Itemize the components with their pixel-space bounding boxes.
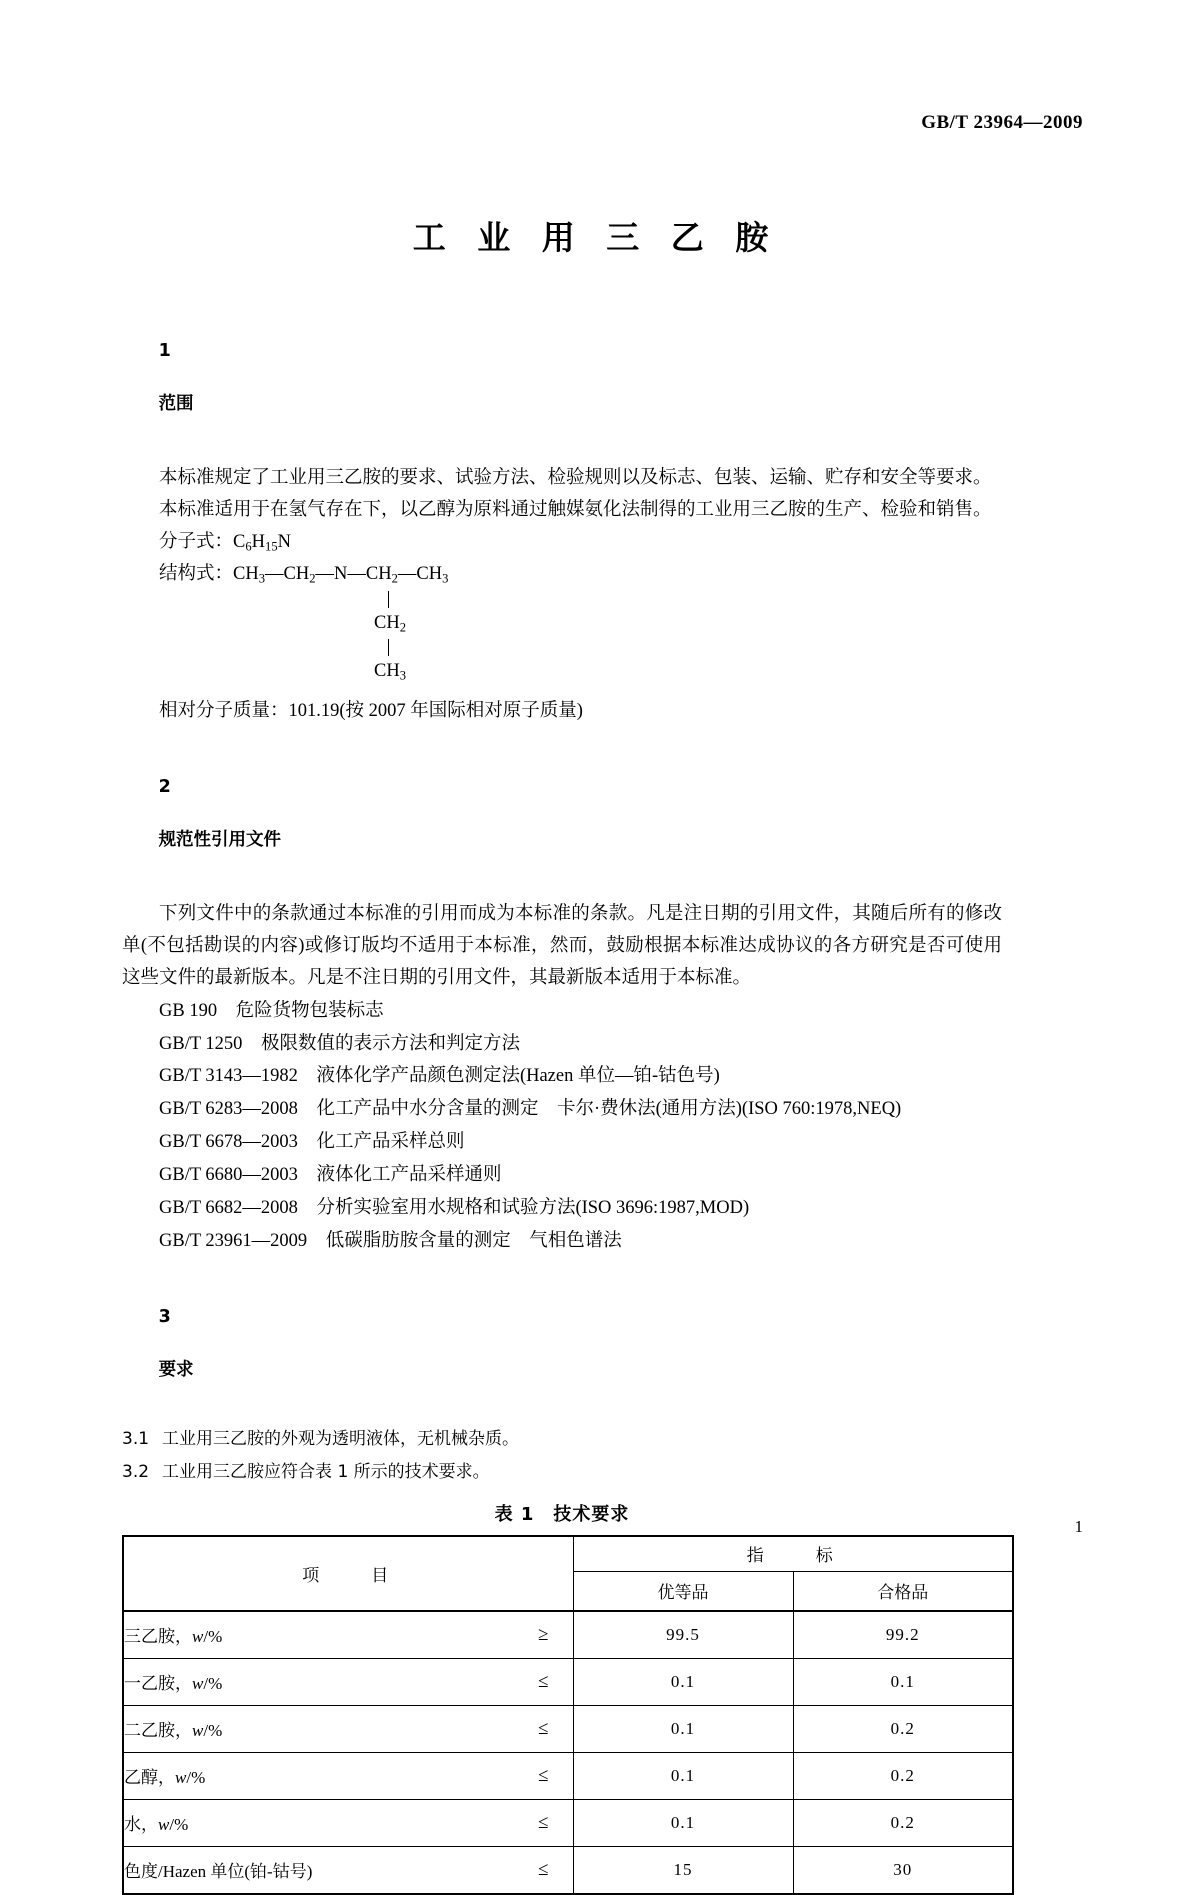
table-row bbox=[123, 1658, 1013, 1705]
table-cell-qualified: 99.2 bbox=[793, 1611, 1013, 1659]
table-cell-item bbox=[123, 1705, 573, 1752]
structural-formula-branch bbox=[159, 591, 1002, 689]
table-cell-qualified: 0.2 bbox=[793, 1705, 1013, 1752]
table-cell-item bbox=[123, 1752, 573, 1799]
item-name: 乙醇 bbox=[124, 1768, 158, 1788]
structural-formula-label: 结构式： bbox=[159, 563, 234, 584]
reference-title: 低碳脂肪胺含量的测定 气相色谱法 bbox=[325, 1231, 622, 1252]
table-cell-item bbox=[123, 1611, 573, 1659]
subclause-3-1 bbox=[122, 1423, 1002, 1455]
table-header-row bbox=[123, 1536, 1013, 1572]
structural-formula-row-3: $CH_3$ bbox=[374, 661, 406, 683]
clause-heading-1 bbox=[122, 312, 1002, 443]
item-unit: ，w/% bbox=[175, 1721, 223, 1741]
table-cell-qualified: 0.2 bbox=[793, 1799, 1013, 1846]
item-operator: ≥ bbox=[538, 1623, 549, 1645]
table-cell-premium: 0.1 bbox=[573, 1752, 793, 1799]
reference-item bbox=[122, 1159, 1002, 1192]
clause-heading-2 bbox=[122, 748, 1002, 879]
normative-references-paragraph: 下列文件中的条款通过本标准的引用而成为本标准的条款。凡是注日期的引用文件，其随后所有的修改单(不包括勘误的内容)或修订版均不适用于本标准，然而，鼓励根据本标准达成协议的各方研究是否可使用这些文件的最新版本。凡是不注日期的引用文件，其最新版本适用于本标准。 bbox=[122, 904, 1002, 988]
item-operator: ≤ bbox=[538, 1764, 549, 1786]
structural-formula-chain: $CH_3—CH_2—N—CH_2—CH_3$ bbox=[233, 563, 449, 586]
molecular-formula-label: 分子式： bbox=[159, 531, 234, 552]
item-unit: ，w/% bbox=[141, 1815, 189, 1835]
table-caption: 表 1 技术要求 bbox=[494, 1503, 630, 1525]
reference-code: GB/T 6682—2008 bbox=[159, 1198, 298, 1219]
table-cell-qualified: 0.1 bbox=[793, 1658, 1013, 1705]
reference-code: GB 190 bbox=[159, 1000, 218, 1021]
structural-formula bbox=[122, 559, 1002, 688]
table-cell-qualified: 30 bbox=[793, 1846, 1013, 1894]
reference-item bbox=[122, 995, 1002, 1028]
reference-item bbox=[122, 1093, 1002, 1126]
table-row bbox=[123, 1752, 1013, 1799]
table-cell-premium: 15 bbox=[573, 1846, 793, 1894]
clause-number-3: 3 bbox=[158, 1307, 171, 1328]
reference-code: GB/T 6678—2003 bbox=[159, 1132, 298, 1153]
clause-number-1: 1 bbox=[158, 341, 171, 362]
reference-code: GB/T 6680—2003 bbox=[159, 1165, 298, 1186]
item-name: 一乙胺 bbox=[124, 1674, 175, 1694]
reference-code: GB/T 1250 bbox=[159, 1033, 243, 1054]
reference-item bbox=[122, 1192, 1002, 1225]
table-row bbox=[123, 1846, 1013, 1894]
bond-line-icon bbox=[388, 639, 389, 656]
document-body bbox=[122, 312, 1002, 1895]
subclause-3-1-number: 3.1 bbox=[122, 1429, 150, 1450]
page-number: 1 bbox=[1074, 1517, 1083, 1536]
reference-code: GB/T 3143—1982 bbox=[159, 1066, 298, 1087]
document-title: 工 业 用 三 乙 胺 bbox=[412, 218, 779, 257]
table-row bbox=[123, 1799, 1013, 1846]
reference-title: 液体化工产品采样通则 bbox=[316, 1165, 502, 1186]
clause-heading-3 bbox=[122, 1278, 1002, 1409]
clause-title-1: 范围 bbox=[158, 393, 194, 414]
scope-paragraph-1: 本标准规定了工业用三乙胺的要求、试验方法、检验规则以及标志、包装、运输、贮存和安全等要求。 bbox=[159, 468, 992, 489]
relative-molecular-mass: 相对分子质量：101.19(按 2007 年国际相对原子质量) bbox=[159, 701, 583, 722]
table-row bbox=[123, 1611, 1013, 1659]
reference-code: GB/T 6283—2008 bbox=[159, 1099, 298, 1120]
reference-title: 极限数值的表示方法和判定方法 bbox=[260, 1033, 520, 1054]
technical-requirements-table bbox=[122, 1535, 1014, 1895]
table-cell-qualified: 0.2 bbox=[793, 1752, 1013, 1799]
structural-formula-row-1 bbox=[159, 559, 1002, 591]
item-unit: ，w/% bbox=[158, 1768, 206, 1788]
table-cell-item bbox=[123, 1658, 573, 1705]
molecular-formula-value: $C_6H_{15}N$ bbox=[233, 531, 291, 554]
table-cell-premium: 99.5 bbox=[573, 1611, 793, 1659]
clause-number-2: 2 bbox=[158, 777, 171, 798]
reference-title: 危险货物包装标志 bbox=[235, 1000, 384, 1021]
table-header-qualified: 合格品 bbox=[793, 1571, 1013, 1611]
bond-line-icon bbox=[388, 591, 389, 608]
item-operator: ≤ bbox=[538, 1858, 549, 1880]
reference-code: GB/T 23961—2009 bbox=[159, 1231, 308, 1252]
subclause-3-1-text: 工业用三乙胺的外观为透明液体，无机械杂质。 bbox=[162, 1429, 520, 1450]
table-header-premium: 优等品 bbox=[573, 1571, 793, 1611]
subclause-3-2-number: 3.2 bbox=[122, 1461, 150, 1482]
reference-title: 液体化学产品颜色测定法(Hazen 单位—铂-钴色号) bbox=[316, 1066, 720, 1087]
clause-title-3: 要求 bbox=[158, 1359, 194, 1380]
table-cell-item bbox=[123, 1846, 573, 1894]
scope-paragraph-2: 本标准适用于在氢气存在下，以乙醇为原料通过触媒氨化法制得的工业用三乙胺的生产、检验和销售。 bbox=[159, 500, 992, 521]
reference-item bbox=[122, 1060, 1002, 1093]
item-operator: ≤ bbox=[538, 1670, 549, 1692]
table-cell-item bbox=[123, 1799, 573, 1846]
reference-item bbox=[122, 1126, 1002, 1159]
reference-item bbox=[122, 1225, 1002, 1258]
subclause-3-2-text: 工业用三乙胺应符合表 1 所示的技术要求。 bbox=[162, 1461, 490, 1482]
item-name: 三乙胺 bbox=[124, 1627, 175, 1647]
item-unit: ，w/% bbox=[175, 1627, 223, 1647]
item-name: 色度/Hazen 单位(铂-钴号) bbox=[124, 1862, 313, 1882]
item-operator: ≤ bbox=[538, 1717, 549, 1739]
clause-title-2: 规范性引用文件 bbox=[158, 829, 282, 850]
table-row bbox=[123, 1705, 1013, 1752]
molecular-formula-line bbox=[122, 527, 1002, 559]
table-cell-premium: 0.1 bbox=[573, 1658, 793, 1705]
table-cell-premium: 0.1 bbox=[573, 1799, 793, 1846]
table-header-index: 指 标 bbox=[573, 1536, 1013, 1572]
table-header-item: 项 目 bbox=[123, 1536, 573, 1611]
reference-item bbox=[122, 1028, 1002, 1061]
page-header-standard-code: GB/T 23964—2009 bbox=[921, 112, 1083, 133]
structural-formula-row-2: $CH_2$ bbox=[374, 612, 406, 635]
item-name: 二乙胺 bbox=[124, 1721, 175, 1741]
item-unit: ，w/% bbox=[175, 1674, 223, 1694]
table-body bbox=[123, 1611, 1013, 1894]
item-operator: ≤ bbox=[538, 1811, 549, 1833]
table-cell-premium: 0.1 bbox=[573, 1705, 793, 1752]
item-name: 水 bbox=[124, 1815, 141, 1835]
reference-title: 化工产品采样总则 bbox=[316, 1132, 465, 1153]
reference-title: 化工产品中水分含量的测定 卡尔·费休法(通用方法)(ISO 760:1978,NEQ) bbox=[316, 1099, 902, 1120]
subclause-3-2 bbox=[122, 1456, 1002, 1488]
reference-title: 分析实验室用水规格和试验方法(ISO 3696:1987,MOD) bbox=[316, 1198, 750, 1219]
